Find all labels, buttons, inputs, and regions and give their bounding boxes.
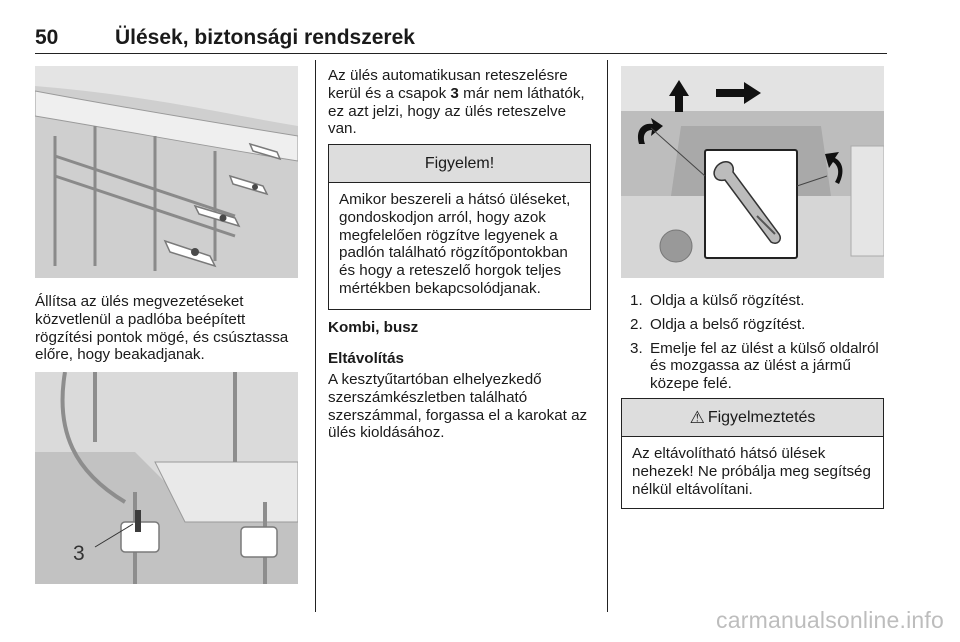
notice-box [328, 144, 591, 310]
seat-rail-illustration [35, 66, 298, 278]
page-number: 50 [35, 26, 59, 49]
page-title: Ülések, biztonsági rendszerek [115, 26, 415, 49]
removal-steps [624, 292, 886, 399]
intro-paragraph: Az ülés automatikusan reteszelésre kerül és a csapok 3 már nem láthatók, ez azt jelzi, hogy az ülés reteszelve van. [328, 67, 585, 138]
warning-body: Az eltávolítható hátsó ülések nehezek! Ne próbálja meg segítség nélkül eltávolítani. [632, 445, 871, 498]
column-divider-right [607, 60, 608, 612]
step-item: 1. Oldja a külső rögzítést. [630, 292, 805, 309]
column-divider-left [315, 60, 316, 612]
subsection-heading: Eltávolítás [328, 350, 404, 367]
removal-paragraph: A kesztyűtartóban elhelyezkedő szerszámkészletben található szerszámmal, forgassa el a karokat az ülés kioldásához. [328, 371, 588, 442]
warning-title: Figyelmeztetés [707, 408, 816, 426]
step-item: 2. Oldja a belső rögzítést. [630, 315, 806, 333]
notice-title: Figyelem! [329, 145, 590, 183]
left-paragraph: Állítsa az ülés megvezetéseket közvetlenül a padlóba beépített rögzítési pontok mögé, és csúsztassa előre, hogy beakadjanak. [35, 293, 289, 364]
figure-callout-3: 3 [73, 542, 85, 565]
warning-box [621, 398, 884, 509]
page-header [35, 24, 887, 54]
notice-body: Amikor beszereli a hátsó üléseket, gondoskodjon arról, hogy azok megfelelően rögzítve legyenek a padlón található rögzítőpontokban és hogy a reteszelő horgok teljes mértékben bekapcsolódjanak. [339, 191, 571, 297]
warning-icon: ⚠ [689, 407, 705, 427]
warning-header [622, 399, 883, 437]
seat-removal-illustration [621, 66, 884, 278]
seat-pin-illustration [35, 372, 298, 584]
watermark: carmanualsonline.info [716, 607, 944, 633]
section-heading: Kombi, busz [328, 319, 419, 336]
step-item: 3. Emelje fel az ülést a külső oldalról és mozgassa az ülést a jármű közepe felé. [630, 339, 879, 393]
